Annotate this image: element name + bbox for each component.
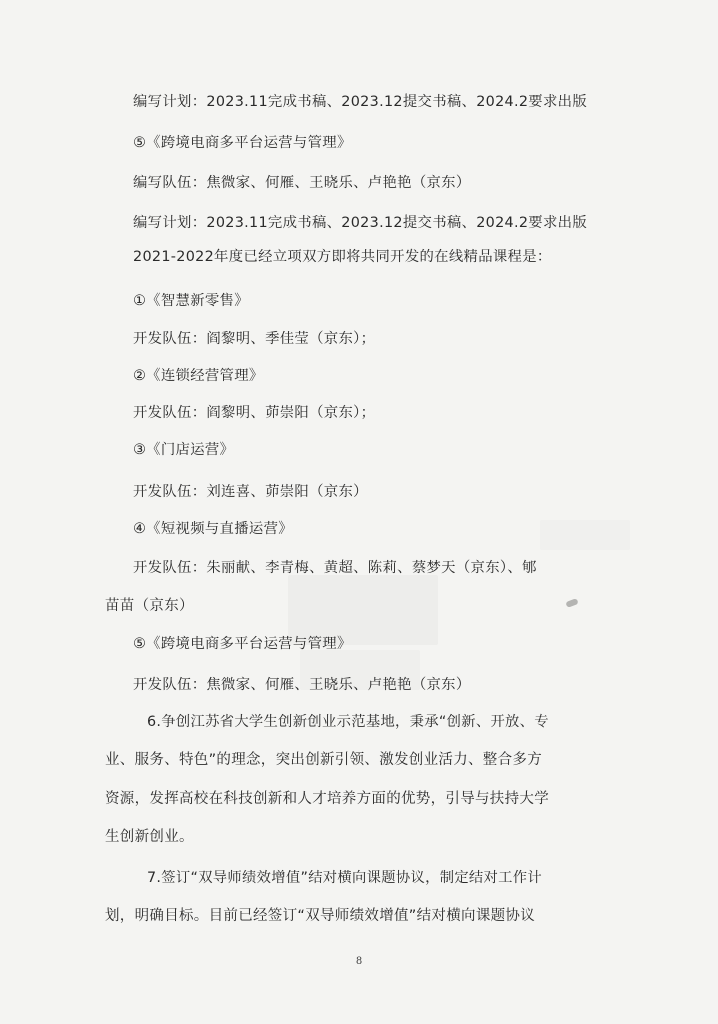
text-line: 7.签订“双导师绩效增值”结对横向课题协议，制定结对工作计	[147, 870, 542, 886]
text-line: ③《门店运营》	[133, 442, 235, 458]
text-line: 生创新创业。	[105, 829, 194, 845]
text-line: 开发队伍：阎黎明、季佳莹（京东）；	[133, 331, 376, 347]
text-line: 划，明确目标。目前已经签订“双导师绩效增值”结对横向课题协议	[105, 908, 536, 924]
text-line: 开发队伍：阎黎明、茆崇阳（京东）；	[133, 405, 376, 421]
text-line: 开发队伍：朱丽献、李青梅、黄超、陈莉、蔡梦天（京东）、郇	[133, 560, 537, 576]
text-line: 资源，发挥高校在科技创新和人才培养方面的优势，引导与扶持大学	[105, 791, 549, 807]
text-line: 编写计划：2023.11完成书稿、2023.12提交书稿、2024.2要求出版	[133, 215, 588, 231]
page-number: 8	[355, 956, 363, 967]
text-line: 开发队伍：焦微家、何雁、王晓乐、卢艳艳（京东）	[133, 677, 471, 693]
text-line: 苗苗（京东）	[105, 598, 194, 614]
text-line: 编写计划：2023.11完成书稿、2023.12提交书稿、2024.2要求出版	[133, 94, 588, 110]
text-line: ④《短视频与直播运营》	[133, 521, 293, 537]
text-line: ①《智慧新零售》	[133, 293, 249, 309]
text-line: 2021-2022年度已经立项双方即将共同开发的在线精品课程是：	[133, 249, 552, 265]
text-line: ⑤《跨境电商多平台运营与管理》	[133, 135, 352, 151]
text-line: ②《连锁经营管理》	[133, 368, 264, 384]
text-line: ⑤《跨境电商多平台运营与管理》	[133, 636, 352, 652]
text-line: 开发队伍：刘连喜、茆崇阳（京东）	[133, 484, 368, 500]
text-line: 业、服务、特色”的理念，突出创新引领、激发创业活力、整合多方	[105, 752, 543, 768]
text-line: 6.争创江苏省大学生创新创业示范基地，秉承“创新、开放、专	[147, 714, 549, 730]
text-line: 编写队伍：焦微家、何雁、王晓乐、卢艳艳（京东）	[133, 175, 471, 191]
